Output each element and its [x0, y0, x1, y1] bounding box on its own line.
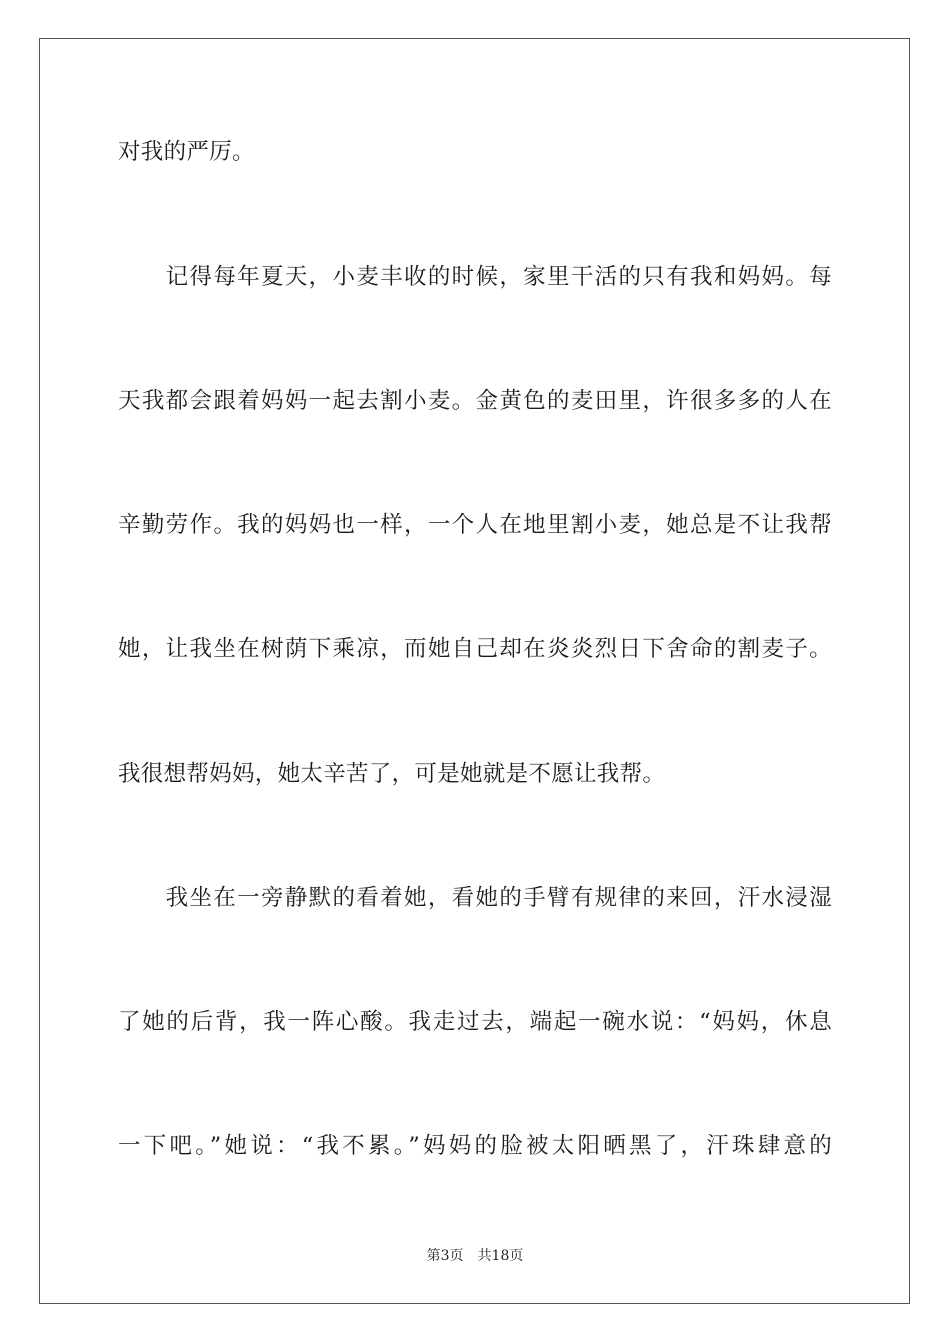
- text-line: 我很想帮妈妈，她太辛苦了，可是她就是不愿让我帮。: [118, 761, 666, 787]
- text-line: 天我都会跟着妈妈一起去割小麦。金黄色的麦田里，许很多多的人在: [118, 388, 832, 414]
- page-footer: [0, 1246, 950, 1266]
- text-line: 我坐在一旁静默的看着她，看她的手臂有规律的来回，汗水浸湿: [118, 885, 832, 911]
- text-line: 了她的后背，我一阵心酸。我走过去，端起一碗水说：“妈妈，休息: [118, 1009, 832, 1035]
- page-border: [39, 38, 910, 1304]
- text-line: 她，让我坐在树荫下乘凉，而她自己却在炎炎烈日下舍命的割麦子。: [118, 636, 832, 662]
- text-line: 记得每年夏天，小麦丰收的时候，家里干活的只有我和妈妈。每: [118, 264, 832, 290]
- text-line: 对我的严厉。: [118, 139, 255, 165]
- total-pages: 共18页: [477, 1248, 524, 1264]
- text-line: 一下吧。”她说：“我不累。”妈妈的脸被太阳晒黑了，汗珠肆意的: [118, 1133, 832, 1159]
- page-number: 第3页: [426, 1248, 464, 1264]
- text-line: 辛勤劳作。我的妈妈也一样，一个人在地里割小麦，她总是不让我帮: [118, 512, 832, 538]
